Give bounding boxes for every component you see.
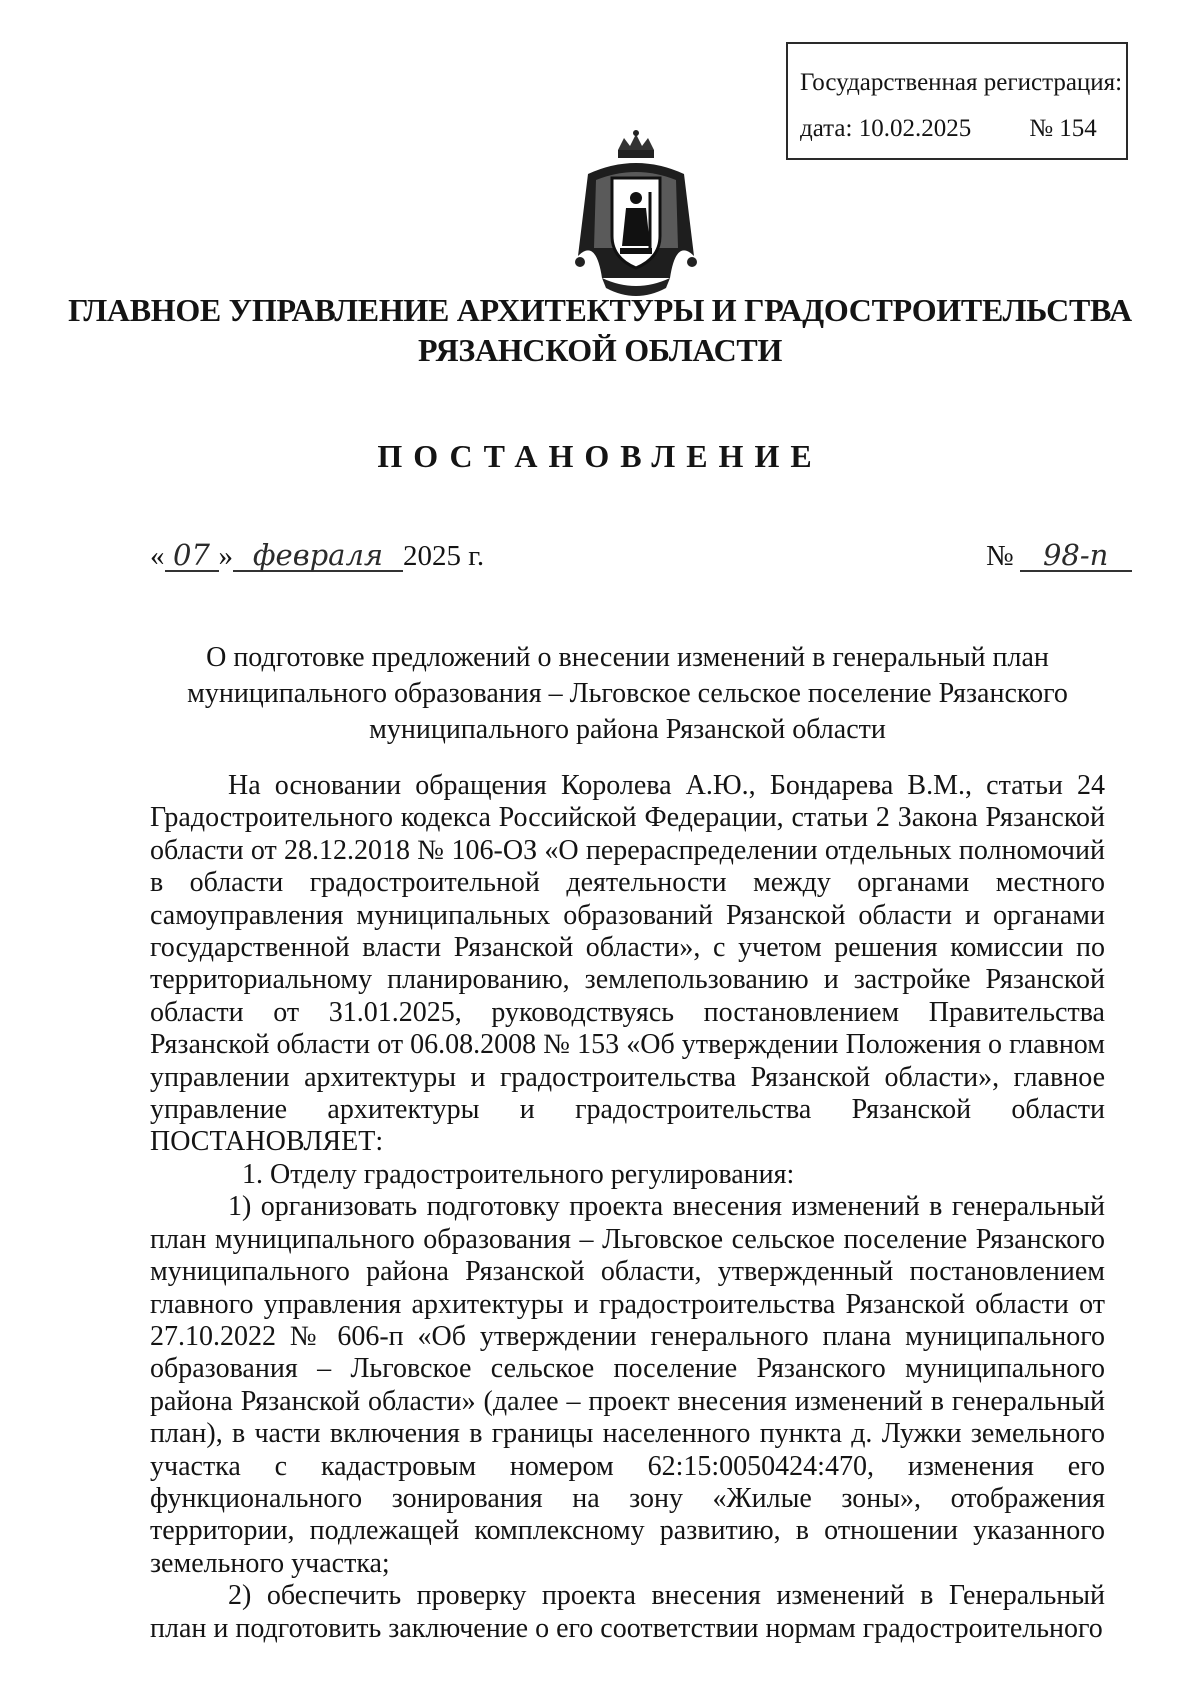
- document-body: [150, 770, 1105, 1645]
- registration-number: № 154: [1029, 115, 1097, 142]
- handwritten-month: февраля: [233, 540, 403, 572]
- document-date: [150, 540, 484, 573]
- date-open-quote: «: [150, 540, 165, 572]
- date-close-quote: »: [218, 540, 233, 572]
- subject-line-3: муниципального района Рязанской области: [369, 714, 886, 745]
- handwritten-day: 07: [165, 540, 219, 572]
- registration-date: дата: 10.02.2025: [800, 115, 972, 142]
- registration-details: [800, 106, 1126, 152]
- organization-line-2: РЯЗАНСКОЙ ОБЛАСТИ: [417, 332, 783, 368]
- organization-name: [0, 290, 1200, 370]
- registration-stamp: [786, 42, 1128, 160]
- number-prefix: №: [986, 540, 1014, 572]
- registration-label: Государственная регистрация:: [800, 69, 1123, 96]
- document-number: [986, 540, 1132, 573]
- clause-1-subitem-1: 1) организовать подготовку проекта внесения изменений в генеральный план муниципального образования – Льговское сельское поселение Рязанского муниципального района Рязанской области, утвержденный постановлением главного управления архитектуры и градостроительства Рязанской области от 27.10.2022 № 606-п «Об утверждении генерального плана муниципального образования – Льговское сельское поселение Рязанского муниципального района Рязанской области» (далее – проект внесения изменений в генеральный план), в части включения в границы населенного пункта д. Лужки земельного участка с кадастровым номером 62:15:0050424:470, изменения его функционального зонирования на зону «Жилые зоны», отображения территории, подлежащей комплексному развитию, в отношении указанного земельного участка;: [150, 1191, 1105, 1579]
- handwritten-number: 98-п: [1020, 540, 1132, 572]
- document-type: ПОСТАНОВЛЕНИЕ: [377, 438, 823, 474]
- organization-line-1: ГЛАВНОЕ УПРАВЛЕНИЕ АРХИТЕКТУРЫ И ГРАДОСТРОИТЕЛЬСТВА: [68, 292, 1132, 328]
- subject-line-1: О подготовке предложений о внесении изменений в генеральный план: [206, 642, 1049, 673]
- coat-of-arms-icon: [566, 128, 706, 308]
- clause-1: 1. Отделу градостроительного регулирования:: [242, 1158, 795, 1190]
- date-year: 2025 г.: [403, 540, 485, 572]
- subject-line-2: муниципального образования – Льговское сельское поселение Рязанского: [187, 678, 1068, 709]
- preamble-paragraph: На основании обращения Королева А.Ю., Бондарева В.М., статьи 24 Градостроительного кодекса Российской Федерации, статьи 2 Закона Рязанской области от 28.12.2018 № 106-ОЗ «О перераспределении отдельных полномочий в области градостроительной деятельности между органами местного самоуправления муниципальных образований Рязанской области и органами государственной власти Рязанской области», с учетом решения комиссии по территориальному планированию, землепользованию и застройке Рязанской области от 31.01.2025, руководствуясь постановлением Правительства Рязанской области от 06.08.2008 № 153 «Об утверждении Положения о главном управлении архитектуры и градостроительства Рязанской области», главное управление архитектуры и градостроительства Рязанской области ПОСТАНОВЛЯЕТ:: [150, 770, 1105, 1158]
- document-subject: [150, 640, 1105, 748]
- clause-1-subitem-2: 2) обеспечить проверку проекта внесения изменений в Генеральный план и подготовить заключение о его соответствии нормам градостроительного: [150, 1580, 1105, 1644]
